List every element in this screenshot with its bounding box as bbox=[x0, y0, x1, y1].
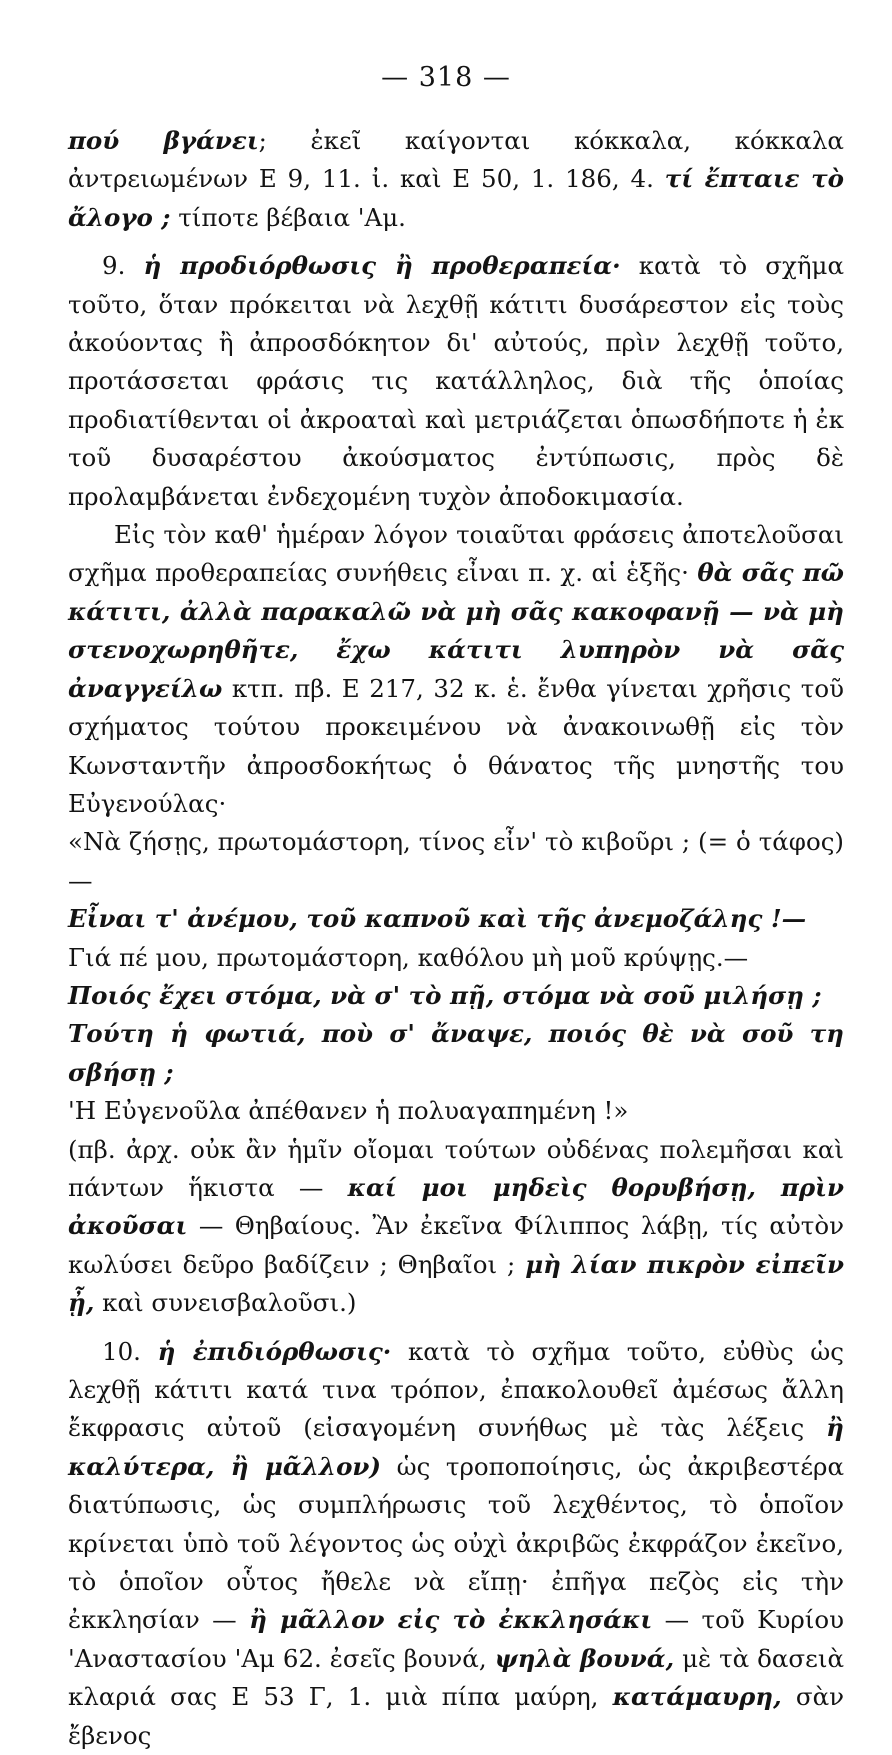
verse-line bbox=[68, 900, 844, 938]
verse-line bbox=[68, 939, 844, 977]
text-run: κατὰ τὸ σχῆμα τοῦτο, ὅταν πρόκειται νὰ λεχθῇ κάτιτι δυσάρεστον εἰς τοὺς ἀκούοντας ἢ ἀπροσδόκητον δι' αὐτούς, πρὶν λεχθῇ τοῦτο, προτάσσεται φράσις τις κατάλληλος, διὰ τῆς ὁποίας προδιατίθενται οἱ ἀκροαταὶ καὶ μετριάζεται ὁπωσδήποτε ἡ ἐκ τοῦ δυσαρέστου ἀκούσματος ἐντύπωσις, πρὸς δὲ προλαμβάνεται ἐνδεχομένη τυχὸν ἀποδοκιμασία. bbox=[68, 251, 844, 511]
text-run: 10. bbox=[102, 1336, 158, 1366]
emphasized-text: καί μοι μηδεὶς θορυβήσῃ, πρὶν ἀκοῦσαι bbox=[68, 1172, 844, 1241]
text-run: κτπ. πβ. Ε 217, 32 κ. ἑ. ἔνθα γίνεται χρῆσις τοῦ σχήματος τούτου προκειμένου νὰ ἀνακοινωθῇ εἰς τὸν Κωνσταντῆν ἀπροσδοκήτως ὁ θάνατος τῆς μνηστῆς του Εὐγενούλας· bbox=[68, 673, 844, 818]
text-run: 9. bbox=[102, 251, 144, 281]
paragraph-gap bbox=[68, 237, 844, 247]
text-run: «Νὰ ζήσῃς, πρωτομάστορη, τίνος εἶν' τὸ κιβοῦρι ; (= ὁ τάφος)— bbox=[68, 827, 844, 895]
emphasized-text: μὴ λίαν πικρὸν εἰπεῖν ᾖ, bbox=[68, 1249, 844, 1318]
text-run: τίποτε βέβαια 'Αμ. bbox=[170, 202, 406, 232]
text-run: ; ἐκεῖ καίγονται κόκκαλα, κόκκαλα ἀντρειωμένων Ε 9, 11. ἰ. καὶ Ε 50, 1. 186, 4. bbox=[68, 126, 844, 194]
emphasized-text: πού βγάνει bbox=[68, 126, 259, 155]
page-number: — 318 — bbox=[381, 62, 511, 93]
emphasized-text: ψηλὰ βουνά, bbox=[494, 1643, 675, 1673]
paragraph bbox=[68, 516, 844, 823]
text-run: Γιά πέ μου, πρωτομάστορη, καθόλου μὴ μοῦ κρύψῃς.— bbox=[68, 942, 749, 972]
paragraph bbox=[68, 247, 844, 516]
emphasized-text: θὰ σᾶς πῶ κάτιτι, ἀλλὰ παρακαλῶ νὰ μὴ σᾶς κακοφανῇ — νὰ μὴ στενοχωρηθῆτε, ἔχω κάτιτι λυπηρὸν νὰ σᾶς ἀναγγείλω bbox=[68, 558, 844, 703]
emphasized-text: κατάμαυρη, bbox=[612, 1682, 782, 1712]
paragraph-gap bbox=[68, 1323, 844, 1333]
emphasized-text: Ποιός ἔχει στόμα, νὰ σ' τὸ πῇ, στόμα νὰ σοῦ μιλήσῃ ; bbox=[68, 980, 822, 1010]
verse-line bbox=[68, 823, 844, 900]
verse-line bbox=[68, 1015, 844, 1092]
paragraph bbox=[68, 1131, 844, 1323]
paragraph bbox=[68, 122, 844, 237]
verse-line bbox=[68, 977, 844, 1015]
text-run: ὡς τροποποίησις, ὡς ἀκριβεστέρα διατύπωσις, ὡς συμπλήρωσις τοῦ λεχθέντος, τὸ ὁποῖον κρίνεται ὑπὸ τοῦ λέγοντος ὡς οὐχὶ ἀκριβῶς ἐκφράζον ἐκεῖνο, τὸ ὁποῖον οὗτος ἤθελε νὰ εἴπῃ· ἐπῆγα πεζὸς εἰς τὴν ἐκκλησίαν — bbox=[68, 1451, 844, 1635]
page-body bbox=[68, 122, 844, 1755]
emphasized-text: Εἶναι τ' ἀνέμου, τοῦ καπνοῦ καὶ τῆς ἀνεμοζάλης !— bbox=[68, 904, 807, 934]
emphasized-text: Τούτη ἡ φωτιά, ποὺ σ' ἄναψε, ποιός θὲ νὰ σοῦ τη σβήσῃ ; bbox=[68, 1019, 844, 1087]
text-run: μὲ τὰ δασειὰ κλαριά σας Ε 53 Γ, 1. μιὰ πίπα μαύρη, bbox=[68, 1643, 844, 1712]
emphasized-text: τί ἔπταιε τὸ ἄλογο ; bbox=[68, 164, 844, 232]
text-run: Εἰς τὸν καθ' ἡμέραν λόγον τοιαῦται φράσεις ἀποτελοῦσαι σχῆμα προθεραπείας συνήθεις εἶναι π. χ. αἱ ἑξῆς· bbox=[68, 520, 844, 588]
text-run: σὰν ἔβενος bbox=[68, 1682, 845, 1750]
emphasized-text: ἡ ἐπιδιόρθωσις· bbox=[157, 1336, 392, 1366]
text-run: καὶ συνεισβαλοῦσι.) bbox=[94, 1288, 357, 1318]
text-run: (πβ. ἀρχ. οὐκ ἂν ἡμῖν οἴομαι τούτων οὐδένας πολεμῆσαι καὶ πάντων ἥκιστα — bbox=[68, 1134, 844, 1202]
emphasized-text: ἡ προδιόρθωσις ἢ προθεραπεία· bbox=[143, 251, 621, 281]
quoted-verse bbox=[68, 823, 844, 1130]
emphasized-text: ἢ καλύτερα, ἢ μᾶλλον) bbox=[68, 1413, 844, 1481]
text-run: — Θηβαίους. Ἂν ἐκεῖνα Φίλιππος λάβῃ, τίς αὐτὸν κωλύσει δεῦρο βαδίζειν ; Θηβαῖοι ; bbox=[68, 1211, 844, 1279]
paragraph bbox=[68, 1333, 844, 1755]
text-run: κατὰ τὸ σχῆμα τοῦτο, εὐθὺς ὡς λεχθῇ κάτιτι κατά τινα τρόπον, ἐπακολουθεῖ ἀμέσως ἄλλη ἔκφρασις αὐτοῦ (εἰσαγομένη συνήθως μὲ τὰς λέξεις bbox=[68, 1336, 844, 1443]
verse-line bbox=[68, 1092, 844, 1130]
emphasized-text: ἢ μᾶλλον εἰς τὸ ἐκκλησάκι bbox=[249, 1605, 653, 1635]
text-run: 'Η Εὐγενοῦλα ἀπέθανεν ἡ πολυαγαπημένη !» bbox=[68, 1096, 629, 1126]
text-run: — τοῦ Κυρίου 'Αναστασίου 'Αμ 62. ἐσεῖς βουνά, bbox=[68, 1605, 845, 1673]
